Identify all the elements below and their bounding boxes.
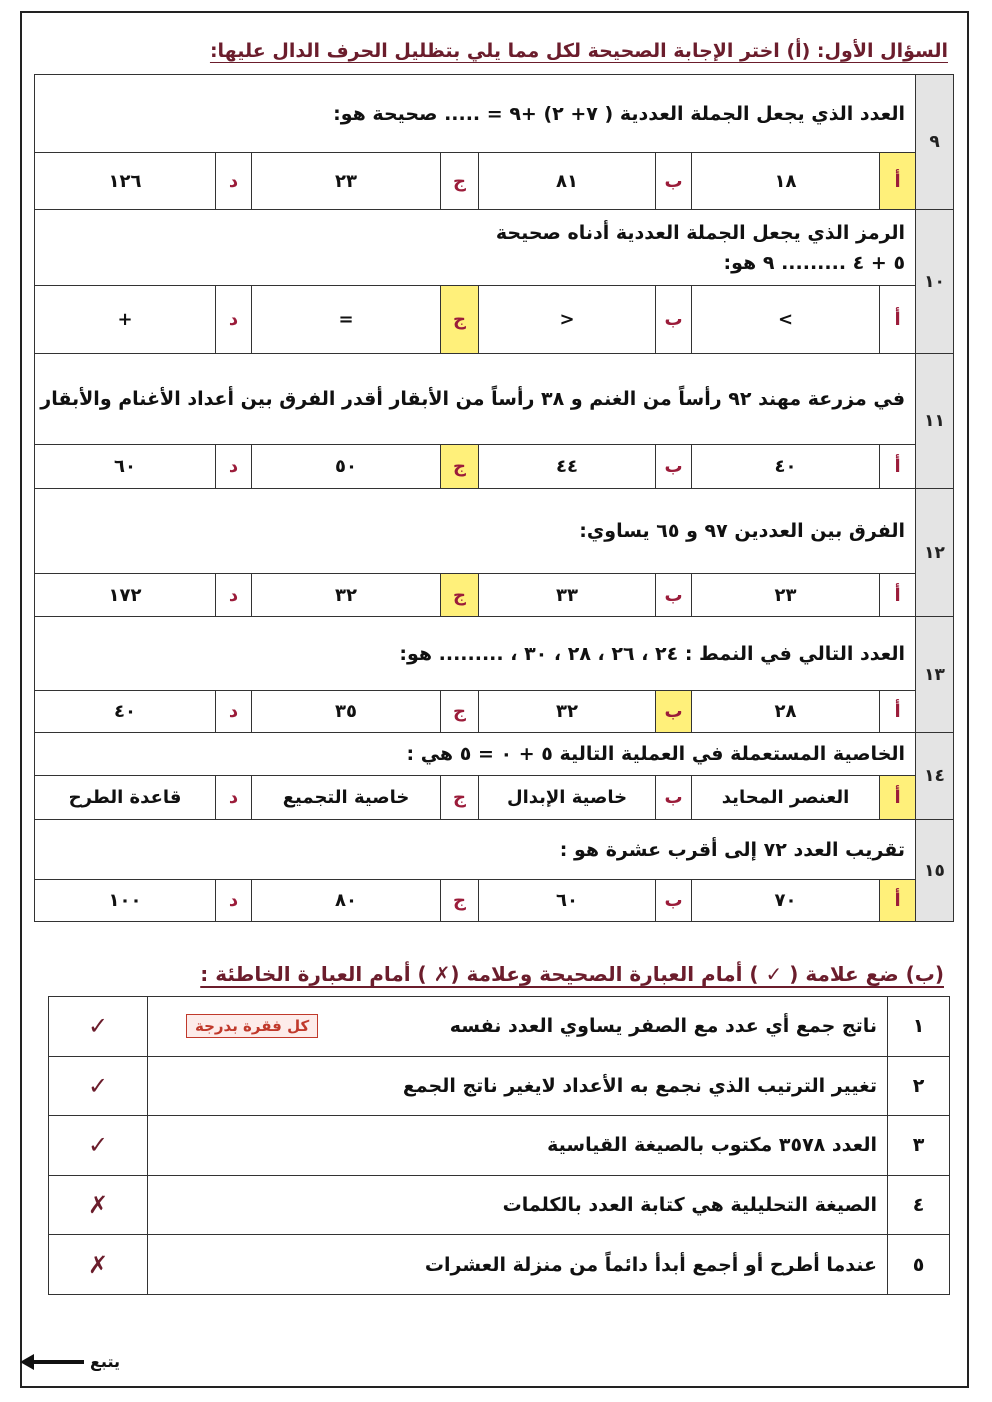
option-letter[interactable]: ج (441, 574, 479, 617)
question-text (35, 820, 916, 880)
option-letter[interactable]: ب (656, 691, 692, 733)
check-mark-icon[interactable]: ✓ (49, 1056, 148, 1116)
option-letter[interactable]: د (216, 880, 252, 922)
option-value: ٨٠ (252, 880, 441, 922)
option-value: ٢٨ (692, 691, 880, 733)
option-letter[interactable]: ج (441, 153, 479, 210)
statement-text: ناتج جمع أي عدد مع الصفر يساوي العدد نفسه (449, 1015, 877, 1038)
option-letter[interactable]: د (216, 286, 252, 354)
statement-text-cell (148, 1175, 888, 1235)
statement-text-cell (148, 1235, 888, 1295)
option-value: > (692, 286, 880, 354)
question-text (35, 617, 916, 691)
statement-text: تغيير الترتيب الذي نجمع به الأعداد لايغير ناتج الجمع (402, 1074, 877, 1097)
option-value: ١٢٦ (35, 153, 216, 210)
question-text (35, 210, 916, 286)
option-letter[interactable]: أ (880, 776, 916, 820)
cross-mark-icon[interactable]: ✗ (49, 1235, 148, 1295)
option-letter[interactable]: د (216, 445, 252, 489)
option-value: ٢٣ (692, 574, 880, 617)
question-number: ١٠ (916, 210, 954, 354)
option-letter[interactable]: ب (656, 574, 692, 617)
option-value: ٧٠ (692, 880, 880, 922)
multiple-choice-table (34, 74, 954, 922)
option-letter[interactable]: أ (880, 153, 916, 210)
option-value: ٦٠ (479, 880, 656, 922)
question-line: الرمز الذي يجعل الجملة العددية أدناه صحيحة (495, 221, 906, 244)
option-letter[interactable]: ج (441, 776, 479, 820)
part-b-title: (ب) ضع علامة ( ✓ ) أمام العبارة الصحيحة وعلامة (✗ ) أمام العبارة الخاطئة : (200, 962, 944, 986)
statement-text: عندما أطرح أو أجمع أبدأ دائماً من منزلة العشرات (424, 1253, 877, 1276)
question-line: العدد التالي في النمط : ٢٤ ، ٢٦ ، ٢٨ ، ٣٠ ، ......... هو: (399, 642, 906, 665)
option-letter[interactable]: ج (441, 286, 479, 354)
option-letter[interactable]: د (216, 691, 252, 733)
question-number: ١٣ (916, 617, 954, 733)
statement-number: ٥ (888, 1235, 950, 1295)
option-value: ٤٠ (35, 691, 216, 733)
question-line: ٥ + ٤ ......... ٩ هو: (723, 251, 906, 274)
statement-text: الصيغة التحليلية هي كتابة العدد بالكلمات (502, 1194, 877, 1217)
statement-text: العدد ٣٥٧٨ مكتوب بالصيغة القياسية (547, 1134, 877, 1157)
statement-text-cell (148, 997, 888, 1057)
statement-number: ١ (888, 997, 950, 1057)
option-value: العنصر المحايد (692, 776, 880, 820)
statement-number: ٤ (888, 1175, 950, 1235)
option-value: < (479, 286, 656, 354)
option-letter[interactable]: ج (441, 691, 479, 733)
option-letter[interactable]: أ (880, 286, 916, 354)
option-value: ٤٠ (692, 445, 880, 489)
option-value: ١٠٠ (35, 880, 216, 922)
left-arrow-icon (32, 1360, 84, 1364)
statement-number: ٢ (888, 1056, 950, 1116)
option-letter[interactable]: ب (656, 880, 692, 922)
question-number: ١١ (916, 354, 954, 489)
option-letter[interactable]: ج (441, 445, 479, 489)
continue-indicator (32, 1352, 120, 1371)
option-value: خاصية الإبدال (479, 776, 656, 820)
question-number: ٩ (916, 75, 954, 210)
option-value: = (252, 286, 441, 354)
option-letter[interactable]: ج (441, 880, 479, 922)
option-letter[interactable]: ب (656, 153, 692, 210)
option-value: ٣٢ (479, 691, 656, 733)
option-value: ١٧٢ (35, 574, 216, 617)
statement-text-cell (148, 1116, 888, 1176)
continue-label: يتبع (90, 1352, 120, 1371)
option-value: ٤٤ (479, 445, 656, 489)
question-line: تقريب العدد ٧٢ إلى أقرب عشرة هو : (559, 838, 906, 861)
option-value: ٢٣ (252, 153, 441, 210)
option-letter[interactable]: ب (656, 286, 692, 354)
check-mark-icon[interactable]: ✓ (49, 997, 148, 1057)
option-letter[interactable]: أ (880, 445, 916, 489)
check-mark-icon[interactable]: ✓ (49, 1116, 148, 1176)
question-number: ١٥ (916, 820, 954, 922)
question-line: العدد الذي يجعل الجملة العددية ( ٧+ ٢) +٩ = ..... صحيحة هو: (333, 102, 906, 125)
question-text (35, 75, 916, 153)
option-letter[interactable]: د (216, 776, 252, 820)
part-a-title: السؤال الأول: (أ) اختر الإجابة الصحيحة لكل مما يلي بتظليل الحرف الدال عليها: (209, 40, 948, 62)
statement-text-cell (148, 1056, 888, 1116)
question-number: ١٢ (916, 489, 954, 617)
question-text (35, 489, 916, 574)
cross-mark-icon[interactable]: ✗ (49, 1175, 148, 1235)
question-text (35, 733, 916, 776)
option-value: ٣٥ (252, 691, 441, 733)
option-value: قاعدة الطرح (35, 776, 216, 820)
statement-number: ٣ (888, 1116, 950, 1176)
option-value: + (35, 286, 216, 354)
option-value: ٣٢ (252, 574, 441, 617)
option-letter[interactable]: ب (656, 776, 692, 820)
option-letter[interactable]: د (216, 574, 252, 617)
option-letter[interactable]: د (216, 153, 252, 210)
option-letter[interactable]: أ (880, 574, 916, 617)
question-text (35, 354, 916, 445)
true-false-table (48, 996, 950, 1295)
option-letter[interactable]: أ (880, 880, 916, 922)
option-value: ٥٠ (252, 445, 441, 489)
option-value: ٣٣ (479, 574, 656, 617)
question-line: الخاصية المستعملة في العملية التالية ٥ + ٠ = ٥ هي : (406, 743, 906, 765)
option-value: ٨١ (479, 153, 656, 210)
option-value: ١٨ (692, 153, 880, 210)
question-line: الفرق بين العددين ٩٧ و ٦٥ يساوي: (579, 520, 906, 542)
option-value: خاصية التجميع (252, 776, 441, 820)
option-letter[interactable]: أ (880, 691, 916, 733)
question-line: في مزرعة مهند ٩٢ رأساً من الغنم و ٣٨ رأساً من الأبقار أقدر الفرق بين أعداد الأغنام والأبقار (40, 388, 906, 410)
question-number: ١٤ (916, 733, 954, 820)
grade-note: كل فقرة بدرجة (186, 1014, 318, 1038)
option-letter[interactable]: ب (656, 445, 692, 489)
option-value: ٦٠ (35, 445, 216, 489)
